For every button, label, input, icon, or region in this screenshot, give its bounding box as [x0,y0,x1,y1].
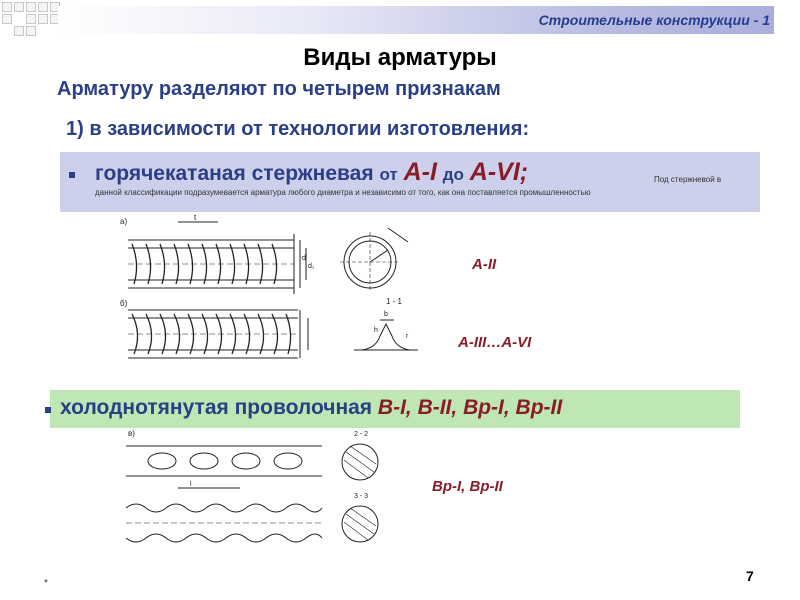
page-number: 7 [746,568,754,584]
mark-d: d [302,255,306,262]
mark-section33: 3 - 3 [354,493,369,500]
grade-to: А-VI [469,158,520,186]
cold-drawn-heading [60,396,562,420]
slide-subtitle: Арматуру разделяют по четырем признакам [57,78,501,100]
to-word: до [442,165,464,184]
mark-section22: 2 - 2 [354,431,369,438]
mark-section11: 1 - 1 [386,297,403,306]
bullet-icon [45,407,51,413]
punct: ; [519,158,529,186]
cold-drawn-grades: В-I, В-II, Вр-I, Вр-II [377,396,563,419]
note-line-2: данной классификации подразумевается арматура любого диаметра и независимо от того, как она поставляется промышленностью [95,188,591,197]
mark-d1: d₁ [308,263,315,270]
rebar-a3-a6-drawing [118,296,438,376]
from-word: от [379,165,398,184]
classification-item-1: 1) в зависимости от технологии изготовления: [66,118,530,140]
cold-drawn-label: холоднотянутая проволочная [60,396,373,419]
mark-v: в) [128,429,135,438]
mark-a: а) [120,217,128,226]
mark-t: t [194,214,197,222]
bullet-icon [69,172,75,178]
label-a2: А-II [472,256,497,273]
grade-from: А-I [403,158,437,186]
mark-r: r [406,333,409,340]
footer-star: * [44,578,48,589]
mark-b: б) [120,299,128,308]
hot-rolled-label: горячекатаная стержневая [95,162,374,185]
cold-drawn-panel [50,390,740,428]
hot-rolled-panel [60,152,760,212]
corner-grid-decoration [0,0,62,44]
rebar-a2-drawing [118,214,418,300]
course-title: Строительные конструкции - 1 [538,12,770,28]
mark-b-letter: b [384,311,388,318]
label-a3-a6: А-III…А-VI [458,334,532,351]
note-line-1: Под стержневой в [654,175,722,184]
mark-l: l [190,481,192,488]
slide-title: Виды арматуры [303,44,497,71]
wire-vr-drawing [118,428,418,554]
mark-h: h [374,327,378,334]
label-vr: Вр-I, Вр-II [432,478,503,495]
hot-rolled-heading [95,158,528,187]
